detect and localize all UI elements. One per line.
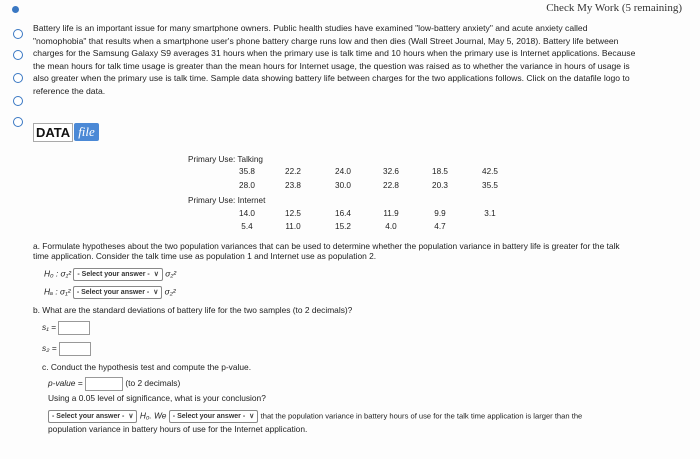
chevron-down-icon: ∨ <box>249 413 255 420</box>
talking-cell: 35.8 <box>239 167 255 176</box>
part-a-line1: a. Formulate hypotheses about the two population variances that can be used to determine whether the population variance in battery life is greater for the talk <box>33 241 620 251</box>
ha-label: Hₐ : σ₁² <box>44 286 71 297</box>
talking-cell: 28.0 <box>239 181 255 190</box>
internet-cell: 9.9 <box>434 209 446 218</box>
question-nav-circle-4[interactable] <box>13 96 23 106</box>
h0-select[interactable] <box>73 268 162 281</box>
h0-reference: H₀. We <box>139 410 167 421</box>
talking-cell: 24.0 <box>335 167 351 176</box>
question-nav-circle-3[interactable] <box>13 73 23 83</box>
conclusion-tail: that the population variance in battery hours of use for the talk time application is larger than the <box>260 411 583 421</box>
internet-cell: 16.4 <box>335 209 351 218</box>
talking-cell: 22.8 <box>383 181 399 190</box>
problem-line: also greater when the primary use is talk time. Sample data showing battery life between charges for the two applications follows. Click on the datafile logo to <box>33 73 630 84</box>
part-a-text <box>33 241 683 261</box>
file-icon[interactable]: file <box>74 123 99 141</box>
h0-row <box>44 268 176 281</box>
internet-cell: 11.0 <box>285 222 301 231</box>
pvalue-input[interactable] <box>85 377 123 391</box>
conclusion-row <box>48 410 688 423</box>
s1-row <box>42 321 90 335</box>
h0-rhs: σ₂² <box>165 268 177 279</box>
s2-row <box>42 342 91 356</box>
problem-line: the mean hours for talk time usage is greater than the mean hours for Internet usage, the question was raised as to whether the variance in hours of usage is <box>33 60 630 71</box>
conclusion-select-2[interactable] <box>169 410 258 423</box>
part-a-line2: time application. Consider the talk time use as population 1 and Internet use as population 2. <box>33 251 377 261</box>
talking-cell: 32.6 <box>383 167 399 176</box>
check-my-work-link[interactable]: Check My Work (5 remaining) <box>546 2 682 14</box>
problem-line: "nomophobia" that results when a smartphone user's phone battery charge runs low and then dies (Wall Street Journal, May 5, 2018). Battery life between <box>33 35 619 46</box>
conclusion-line2: population variance in battery hours of use for the Internet application. <box>48 424 308 434</box>
s1-input[interactable] <box>58 321 90 335</box>
conclusion-select-2-label: - Select your answer - <box>172 413 246 420</box>
part-c-text: c. Conduct the hypothesis test and compute the p-value. <box>42 362 252 372</box>
internet-header: Primary Use: Internet <box>188 196 266 205</box>
chevron-down-icon: ∨ <box>153 271 159 278</box>
pvalue-label: p-value = <box>48 378 83 389</box>
talking-cell: 22.2 <box>285 167 301 176</box>
internet-cell: 12.5 <box>285 209 301 218</box>
talking-cell: 42.5 <box>482 167 498 176</box>
talking-cell: 20.3 <box>432 181 448 190</box>
s1-label: s₁ = <box>42 322 57 333</box>
ha-select[interactable] <box>73 286 162 299</box>
conclusion-select-1[interactable] <box>48 410 137 423</box>
problem-line: Battery life is an important issue for many smartphone owners. Public health studies have examined "low-battery anxiety" and acute anxiety called <box>33 23 588 33</box>
problem-line: reference the data. <box>33 85 106 96</box>
internet-cell: 15.2 <box>335 222 351 231</box>
internet-cell: 3.1 <box>484 209 496 218</box>
question-nav-rail <box>0 0 22 459</box>
chevron-down-icon: ∨ <box>153 289 159 296</box>
internet-cell: 14.0 <box>239 209 255 218</box>
part-b-text: b. What are the standard deviations of battery life for the two samples (to 2 decimals)? <box>33 305 353 315</box>
chevron-down-icon: ∨ <box>128 413 134 420</box>
talking-cell: 23.8 <box>285 181 301 190</box>
current-question-dot[interactable] <box>12 6 19 13</box>
internet-cell: 5.4 <box>241 222 253 231</box>
internet-cell: 4.0 <box>385 222 397 231</box>
internet-cell: 4.7 <box>434 222 446 231</box>
question-nav-circle-5[interactable] <box>13 117 23 127</box>
ha-select-label: - Select your answer - <box>76 289 150 296</box>
pvalue-hint: (to 2 decimals) <box>125 378 181 389</box>
question-nav-circle-2[interactable] <box>13 50 23 60</box>
internet-cell: 11.9 <box>383 209 399 218</box>
talking-cell: 18.5 <box>432 167 448 176</box>
datafile-button[interactable] <box>33 122 99 142</box>
ha-rhs: σ₂² <box>164 286 176 297</box>
question-nav-circle-1[interactable] <box>13 29 23 39</box>
s2-input[interactable] <box>59 342 91 356</box>
alpha-text: Using a 0.05 level of significance, what is your conclusion? <box>48 393 266 403</box>
problem-statement <box>33 22 683 98</box>
talking-header: Primary Use: Talking <box>188 155 263 164</box>
s2-label: s₂ = <box>42 343 57 354</box>
pvalue-row <box>48 377 180 391</box>
talking-cell: 30.0 <box>335 181 351 190</box>
data-label: DATA <box>33 123 73 142</box>
problem-line: charges for the Samsung Galaxy S9 averages 31 hours when the primary use is talk time and 10 hours when the primary use is Internet applications. Because <box>33 48 636 59</box>
ha-row <box>44 286 176 299</box>
h0-select-label: - Select your answer - <box>77 271 150 278</box>
conclusion-select-1-label: - Select your answer - <box>52 413 125 420</box>
h0-label: H₀ : σ₁² <box>44 268 72 279</box>
talking-cell: 35.5 <box>482 181 498 190</box>
